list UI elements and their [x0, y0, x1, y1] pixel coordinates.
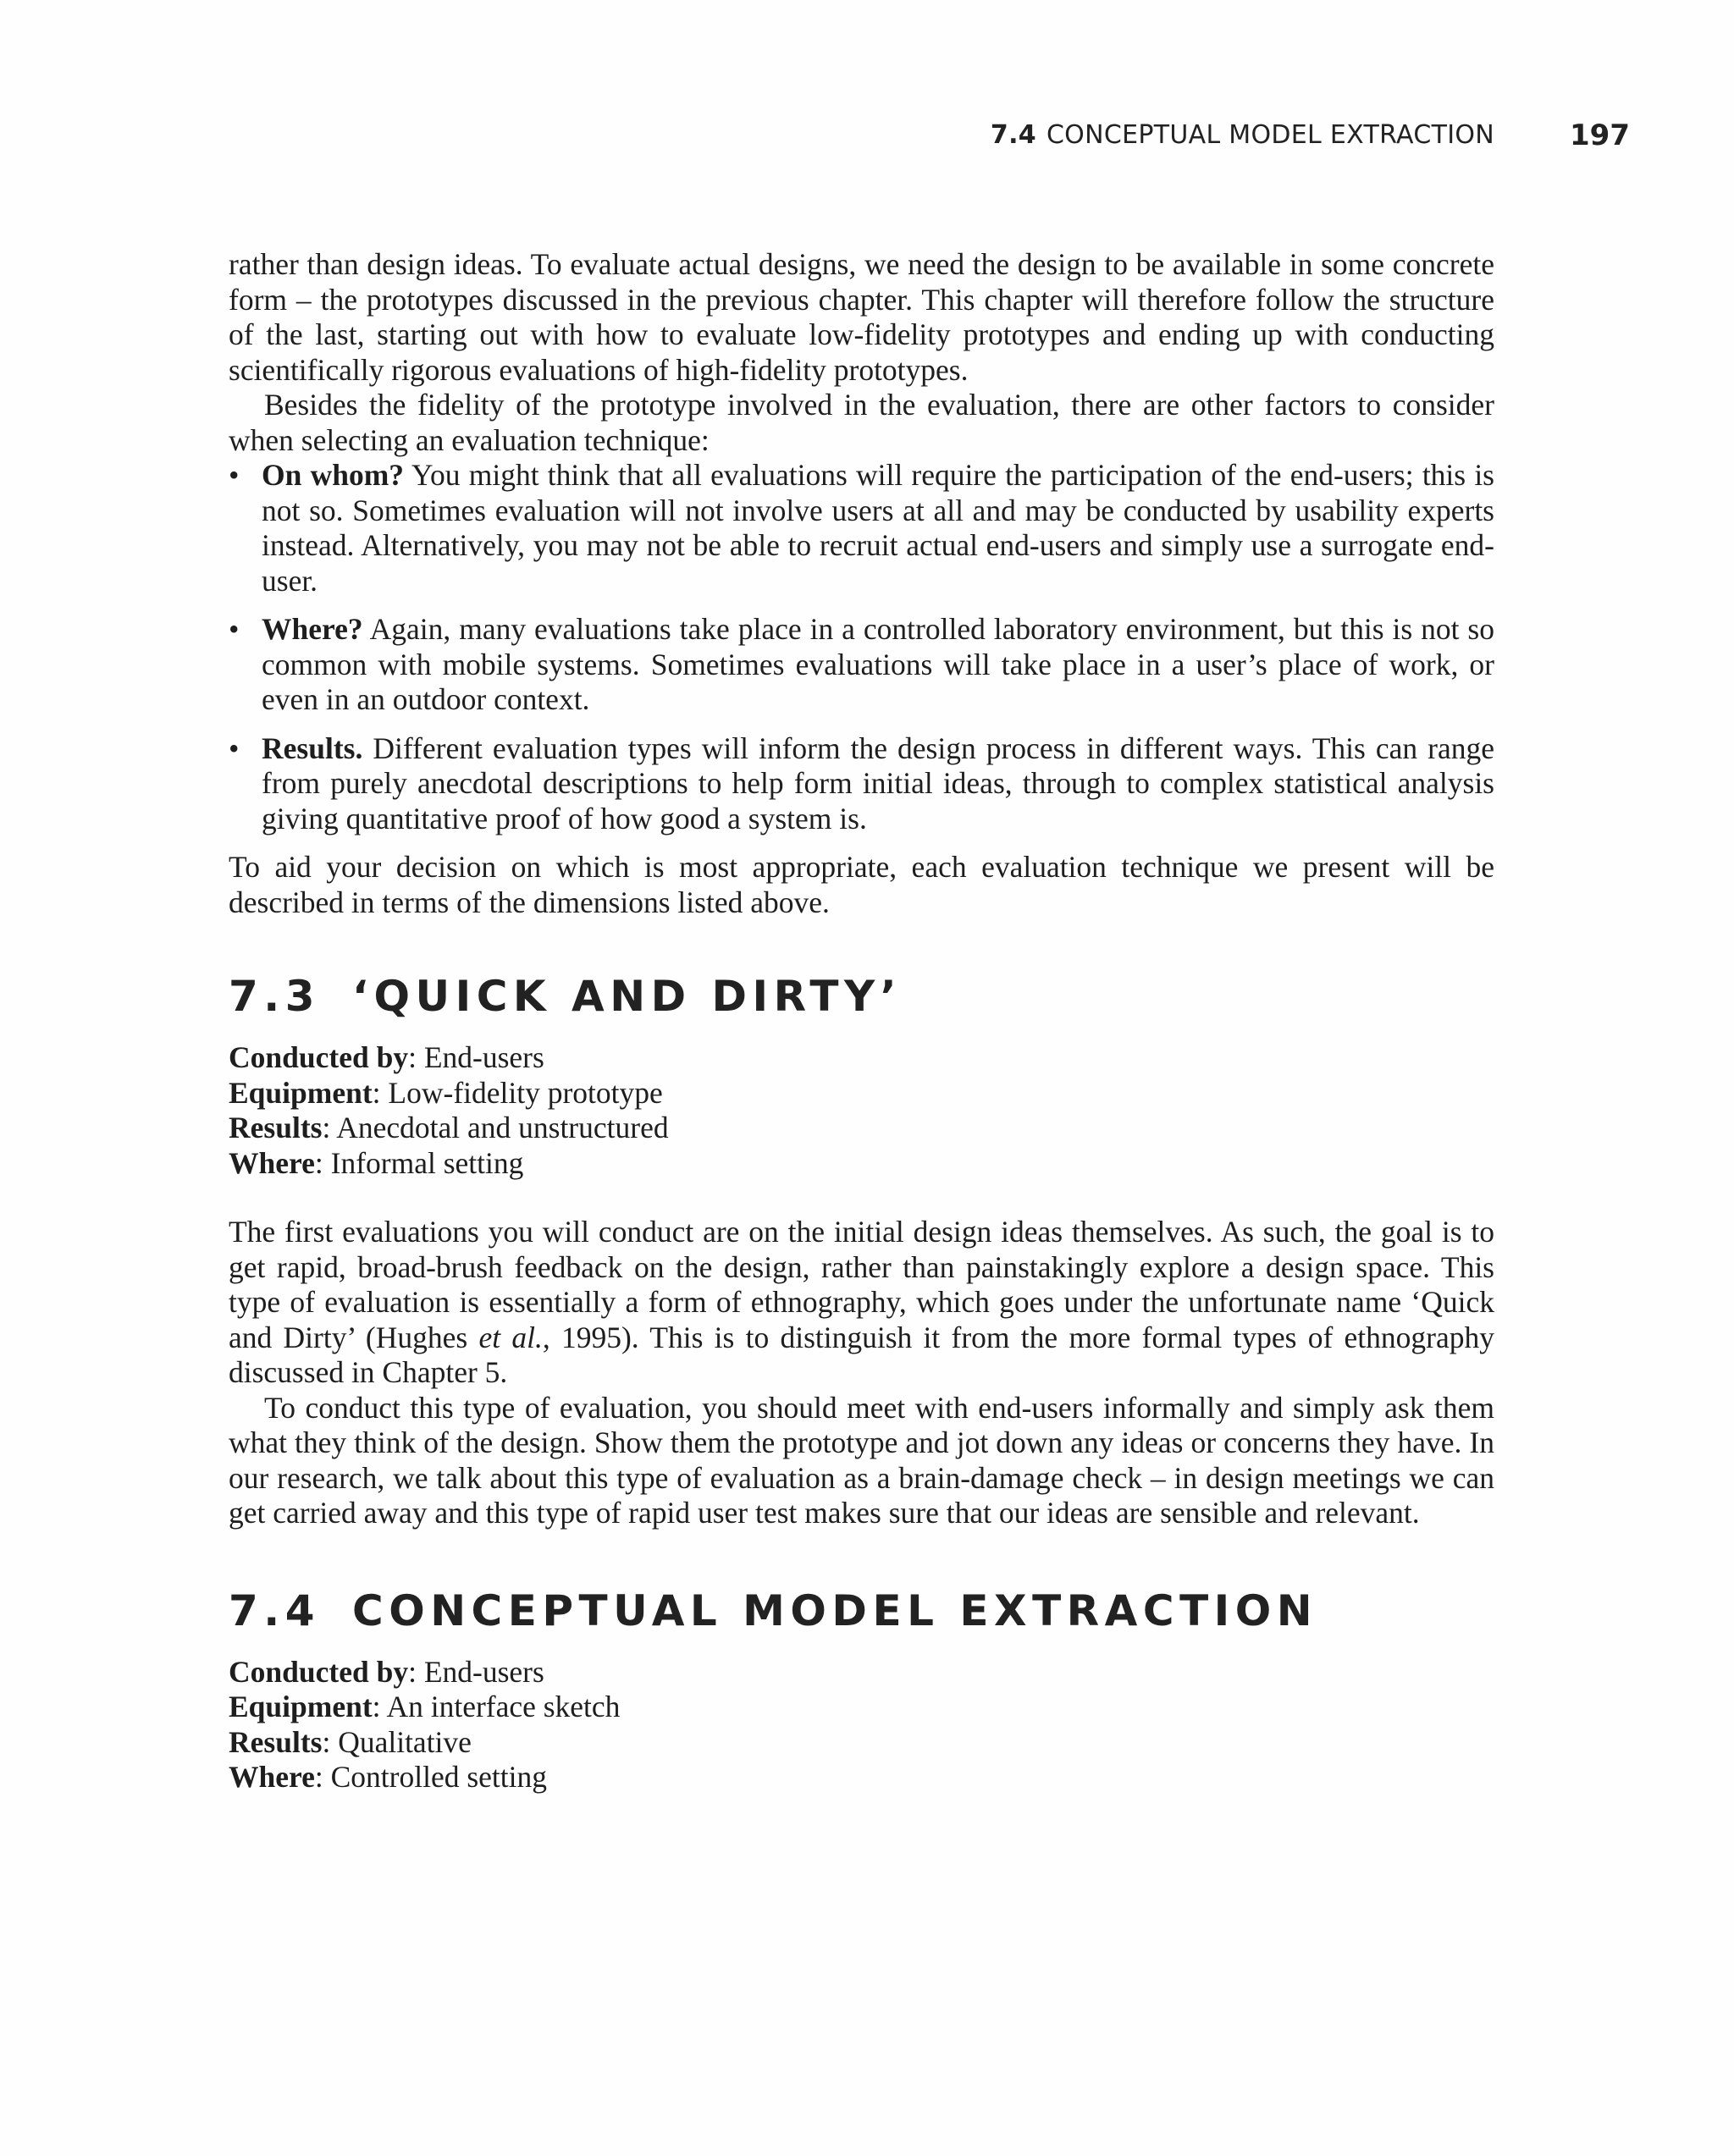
- section-heading-7-4: [229, 1585, 1494, 1636]
- list-item: [229, 612, 1494, 718]
- meta-label: Equipment: [229, 1690, 373, 1723]
- meta-label: Where: [229, 1145, 315, 1180]
- list-item-text: You might think that all evaluations will require the participation of the end-users; this is not so. Sometimes evaluation will not involve users at all and may be conducted by usability experts instead. Alternatively, you may not be able to recruit actual end-users and simply use a surrogate end-user.: [262, 458, 1494, 598]
- meta-row: Conducted by: End-users: [229, 1654, 544, 1689]
- factor-list: [229, 458, 1494, 836]
- closing-paragraph: To aid your decision on which is most appropriate, each evaluation technique we present will be described in terms of the dimensions listed above.: [229, 850, 1494, 919]
- list-item: [229, 458, 1494, 598]
- meta-row: Where: Controlled setting: [229, 1760, 548, 1794]
- section-7-3-meta: [229, 1040, 1494, 1181]
- meta-value: Qualitative: [338, 1724, 472, 1759]
- meta-label: Conducted by: [229, 1654, 409, 1689]
- page-body: [229, 247, 1494, 1795]
- meta-label: Where: [229, 1760, 315, 1794]
- running-head-section-title: CONCEPTUAL MODEL EXTRACTION: [1046, 120, 1494, 150]
- bullet-icon: •: [229, 612, 240, 646]
- meta-value: Anecdotal and unstructured: [336, 1111, 669, 1144]
- list-item-term: On whom?: [262, 458, 405, 492]
- citation-et-al: et al.: [478, 1320, 543, 1354]
- meta-label: Results: [229, 1111, 323, 1144]
- meta-value: Low-fidelity prototype: [388, 1075, 663, 1110]
- section-number: 7.3: [229, 972, 321, 1021]
- bullet-icon: •: [229, 458, 240, 492]
- meta-label: Results: [229, 1724, 323, 1759]
- meta-value: End-users: [423, 1040, 544, 1074]
- meta-row: Results: Qualitative: [229, 1724, 472, 1759]
- list-item-term: Results.: [262, 731, 363, 765]
- section-number: 7.4: [229, 1585, 321, 1635]
- section-7-3-paragraph-2: To conduct this type of evaluation, you should meet with end-users informally and simply ask them what they think of the design. Show them the prototype and jot down any ideas or concerns they have. In our research, we talk about this type of evaluation as a brain-damage check – in design meetings we can get carried away and this type of rapid user test makes sure that our ideas are sensible and relevant.: [229, 1390, 1494, 1530]
- section-7-4-meta: [229, 1655, 1494, 1795]
- meta-label: Equipment: [229, 1075, 373, 1110]
- meta-value: Controlled setting: [330, 1760, 548, 1794]
- meta-row: Results: Anecdotal and unstructured: [229, 1111, 669, 1144]
- section-heading-7-3: [229, 971, 1494, 1022]
- meta-row: Conducted by: End-users: [229, 1040, 544, 1074]
- page-number: 197: [1570, 119, 1630, 152]
- list-item-text: Again, many evaluations take place in a controlled laboratory environment, but this is not so common with mobile systems. Sometimes evaluations will take place in a user’s place of work, or even in an outdoor context.: [262, 612, 1494, 716]
- bullet-icon: •: [229, 731, 240, 765]
- section-title: CONCEPTUAL MODEL EXTRACTION: [352, 1585, 1318, 1635]
- running-head-section-number: 7.4: [990, 120, 1036, 150]
- meta-label: Conducted by: [229, 1040, 409, 1074]
- meta-row: Where: Informal setting: [229, 1145, 524, 1180]
- meta-row: Equipment: Low-fidelity prototype: [229, 1075, 663, 1110]
- meta-value: An interface sketch: [386, 1690, 621, 1723]
- section-title: ‘QUICK AND DIRTY’: [352, 972, 903, 1021]
- section-7-3-paragraph-1: The first evaluations you will conduct are on the initial design ideas themselves. As such, the goal is to get rapid, broad-brush feedback on the design, rather than painstakingly explore a design space. This type of evaluation is essentially a form of ethnography, which goes under the unfortunate name ‘Quick and Dirty’ (Hughes et al., 1995). This is to distinguish it from the more formal types of ethnography discussed in Chapter 5.: [229, 1215, 1495, 1389]
- list-item-term: Where?: [262, 612, 363, 646]
- intro-paragraph-1: rather than design ideas. To evaluate actual designs, we need the design to be available in some concrete form – the prototypes discussed in the previous chapter. This chapter will therefore follow the structure of the last, starting out with how to evaluate low-fidelity prototypes and ending up with conducting scientifically rigorous evaluations of high-fidelity prototypes.: [229, 247, 1494, 387]
- meta-value: End-users: [423, 1654, 544, 1689]
- intro-paragraph-2: Besides the fidelity of the prototype involved in the evaluation, there are other factors to consider when selecting an evaluation technique:: [229, 388, 1494, 457]
- running-head-title: [991, 120, 1494, 150]
- list-item-text: Different evaluation types will inform the design process in different ways. This can range from purely anecdotal descriptions to help form initial ideas, through to complex statistical analysis giving quantitative proof of how good a system is.: [262, 731, 1494, 835]
- meta-value: Informal setting: [330, 1145, 524, 1180]
- meta-row: Equipment: An interface sketch: [229, 1690, 621, 1723]
- list-item: [229, 731, 1494, 837]
